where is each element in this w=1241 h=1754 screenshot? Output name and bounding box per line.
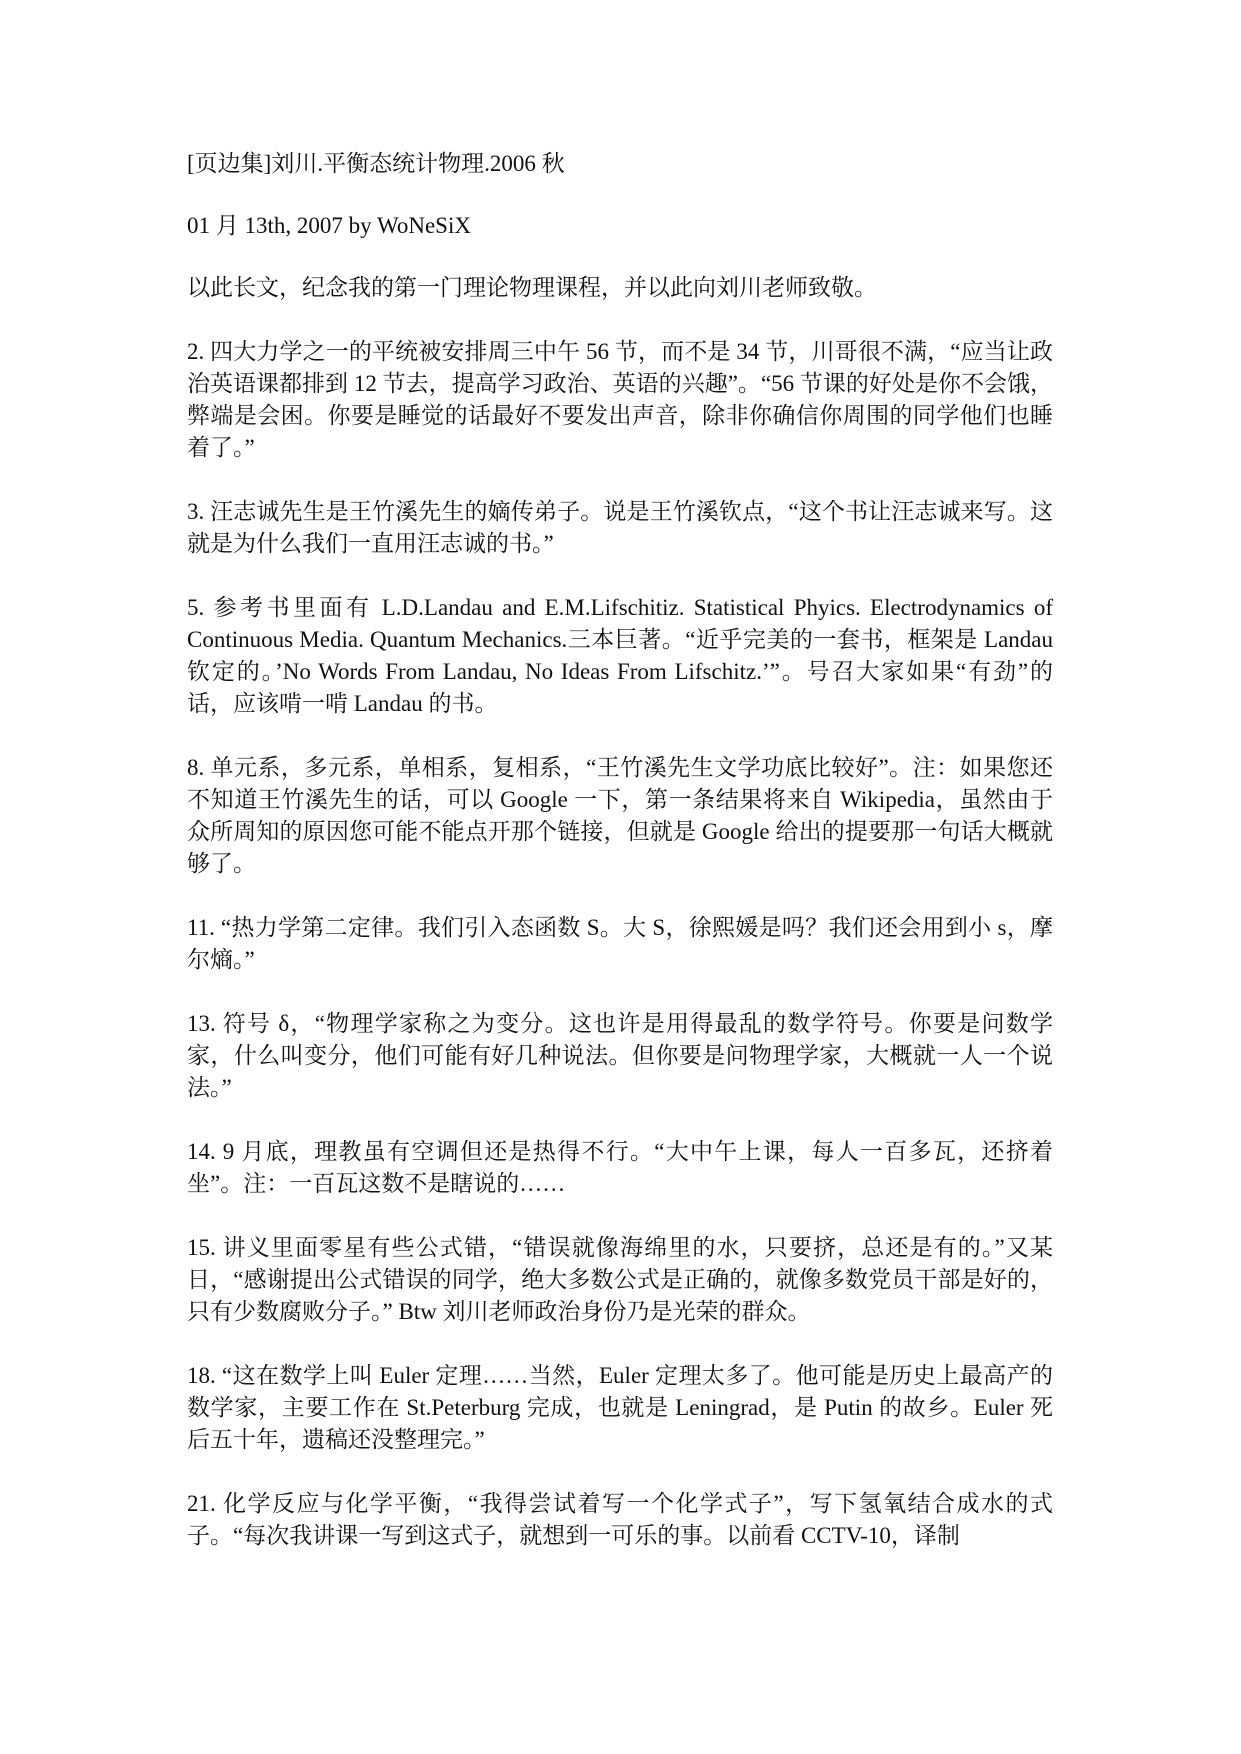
- paragraph-11: 11. “热力学第二定律。我们引入态函数 S。大 S，徐熙媛是吗？我们还会用到小 s，摩尔熵。”: [187, 915, 1053, 972]
- paragraph-2: 2. 四大力学之一的平统被安排周三中午 56 节，而不是 34 节，川哥很不满，“应当让政治英语课都排到 12 节去，提高学习政治、英语的兴趣”。“56 节课的好处是你不会饿，弊端是会困。你要是睡觉的话最好不要发出声音，除非你确信你周围的同学他们也睡着了。”: [187, 339, 1053, 460]
- document-title: [页边集]刘川.平衡态统计物理.2006 秋: [187, 151, 565, 176]
- paragraph-3: 3. 汪志诚先生是王竹溪先生的嫡传弟子。说是王竹溪钦点，“这个书让汪志诚来写。这就是为什么我们一直用汪志诚的书。”: [187, 499, 1053, 556]
- paragraph-21: 21. 化学反应与化学平衡，“我得尝试着写一个化学式子”，写下氢氧结合成水的式子。“每次我讲课一写到这式子，就想到一可乐的事。以前看 CCTV-10，译制: [187, 1491, 1053, 1548]
- paragraph-14: 14. 9 月底，理教虽有空调但还是热得不行。“大中午上课，每人一百多瓦，还挤着坐”。注：一百瓦这数不是瞎说的……: [187, 1139, 1053, 1196]
- document-page: [187, 148, 1053, 1584]
- intro-paragraph: 以此长文，纪念我的第一门理论物理课程，并以此向刘川老师致敬。: [187, 275, 877, 300]
- paragraph-15: 15. 讲义里面零星有些公式错，“错误就像海绵里的水，只要挤，总还是有的。”又某日，“感谢提出公式错误的同学，绝大多数公式是正确的，就像多数党员干部是好的，只有少数腐败分子。” Btw 刘川老师政治身份乃是光荣的群众。: [187, 1235, 1053, 1324]
- paragraph-8: 8. 单元系，多元系，单相系，复相系，“王竹溪先生文学功底比较好”。注：如果您还不知道王竹溪先生的话，可以 Google 一下，第一条结果将来自 Wikipedia，虽然由于众所周知的原因您可能不能点开那个链接，但就是 Google 给出的提要那一句话大概就够了。: [187, 755, 1053, 876]
- paragraph-13: 13. 符号 δ，“物理学家称之为变分。这也许是用得最乱的数学符号。你要是问数学家，什么叫变分，他们可能有好几种说法。但你要是问物理学家，大概就一人一个说法。”: [187, 1011, 1053, 1100]
- paragraph-18: 18. “这在数学上叫 Euler 定理……当然，Euler 定理太多了。他可能是历史上最高产的数学家，主要工作在 St.Peterburg 完成，也就是 Leningrad，是 Putin 的故乡。Euler 死后五十年，遗稿还没整理完。”: [187, 1363, 1053, 1452]
- paragraph-5: 5. 参考书里面有 L.D.Landau and E.M.Lifschitiz. Statistical Phyics. Electrodynamics of Continuous Media. Quantum Mechanics.三本巨著。“近乎完美的一套书，框架是 Landau 钦定的。’No Words From Landau, No Ideas From Lifschitz.’”。号召大家如果“有劲”的话，应该啃一啃 Landau 的书。: [187, 595, 1053, 716]
- document-byline: 01 月 13th, 2007 by WoNeSiX: [187, 213, 471, 238]
